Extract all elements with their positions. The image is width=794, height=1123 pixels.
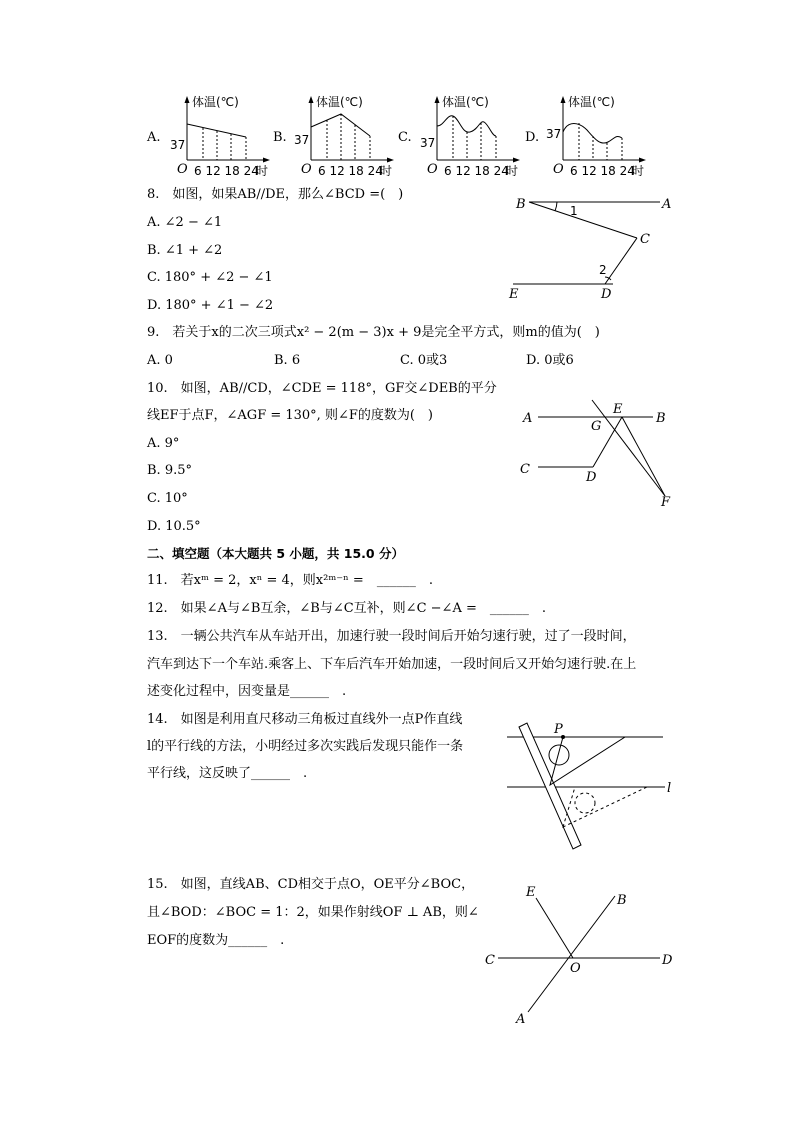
q15-line-2: 且∠BOD：∠BOC = 1：2，如果作射线OF ⊥ AB，则∠	[147, 905, 479, 920]
q8-option-a: A. ∠2 − ∠1	[147, 215, 223, 230]
x-axis-unit: 时	[256, 164, 269, 178]
section-2-heading: 二、填空题（本大题共 5 小题，共 15.0 分）	[147, 546, 404, 561]
point-c-label: C	[520, 462, 530, 477]
q13-line-1: 13. 一辆公共汽车从车站开出，加速行驶一段时间后开始匀速行驶，过了一段时间，	[147, 629, 636, 644]
q7-graph-d	[544, 92, 654, 182]
q10-option-a: A. 9°	[147, 436, 180, 451]
origin-label: O	[427, 162, 438, 177]
q7-graph-c	[418, 92, 528, 182]
q8-option-d: D. 180° + ∠1 − ∠2	[147, 298, 274, 313]
origin-label: O	[177, 162, 188, 177]
point-f-label: F	[661, 495, 671, 510]
q7-option-b-letter: B.	[273, 130, 287, 145]
x-axis-unit: 时	[506, 164, 519, 178]
point-c-label: C	[640, 232, 650, 247]
q14-line-2: l的平行线的方法，小明经过多次实践后发现只能作一条	[147, 739, 464, 754]
y-axis-label: 体温(℃)	[568, 95, 615, 109]
point-b-label: B	[516, 197, 526, 212]
q9-stem: 9. 若关于x的二次三项式x² − 2(m − 3)x + 9是完全平方式，则m的值为( )	[147, 325, 600, 340]
q15-line-3: EOF的度数为______ .	[147, 933, 285, 948]
point-c-label: C	[485, 953, 495, 968]
point-b-label: B	[656, 411, 666, 426]
q15-figure	[480, 880, 680, 1030]
q10-figure	[515, 398, 685, 513]
q8-option-b: B. ∠1 + ∠2	[147, 243, 223, 258]
angle-1-label: 1	[570, 204, 578, 218]
q7-option-c-letter: C.	[398, 130, 412, 145]
point-o-label: O	[570, 961, 581, 976]
ref-temp-label: 37	[294, 133, 310, 147]
q13-line-2: 汽车到达下一个车站.乘客上、下车后汽车开始加速，一段时间后又开始匀速行驶.在上	[147, 657, 637, 672]
y-axis-label: 体温(℃)	[316, 95, 363, 109]
q10-line-1: 10. 如图，AB//CD，∠CDE = 118°，GF交∠DEB的平分	[147, 381, 497, 396]
q10-option-b: B. 9.5°	[147, 463, 192, 478]
q7-graph-a	[168, 92, 278, 182]
point-g-label: G	[591, 419, 602, 434]
q12-text: 12. 如果∠A与∠B互余，∠B与∠C互补，则∠C −∠A = ______ .	[147, 601, 546, 616]
q7-graph-b	[292, 92, 402, 182]
q15-line-1: 15. 如图，直线AB、CD相交于点O，OE平分∠BOC，	[147, 877, 475, 892]
line-l-label: l	[667, 781, 672, 796]
point-e-label: E	[509, 287, 519, 302]
q9-option-c: C. 0或3	[400, 353, 448, 368]
ref-temp-label: 37	[546, 127, 562, 141]
point-e-label: E	[613, 402, 623, 417]
q9-option-a: A. 0	[147, 353, 173, 368]
point-d-label: D	[586, 470, 597, 485]
x-tick-labels: 6 12 18 24	[444, 164, 509, 178]
q8-figure	[505, 190, 685, 305]
x-tick-labels: 6 12 18 24	[318, 164, 383, 178]
x-tick-labels: 6 12 18 24	[194, 164, 259, 178]
x-axis-unit: 时	[380, 164, 393, 178]
q10-option-d: D. 10.5°	[147, 519, 201, 534]
q9-option-b: B. 6	[274, 353, 301, 368]
q10-line-2: 线EF于点F，∠AGF = 130°, 则∠F的度数为( )	[147, 408, 434, 423]
x-tick-labels: 6 12 18 24	[570, 164, 635, 178]
point-a-label: A	[662, 197, 672, 212]
point-p-label: P	[554, 722, 563, 737]
q7-option-d-letter: D.	[525, 130, 540, 145]
ref-temp-label: 37	[170, 138, 186, 152]
y-axis-label: 体温(℃)	[192, 95, 239, 109]
q8-stem: 8. 如图，如果AB//DE，那么∠BCD =( )	[147, 187, 404, 202]
q7-option-a-letter: A.	[147, 130, 161, 145]
origin-label: O	[553, 162, 564, 177]
q10-option-c: C. 10°	[147, 491, 188, 506]
q14-line-1: 14. 如图是利用直尺移动三角板过直线外一点P作直线	[147, 712, 463, 727]
point-b-label: B	[617, 893, 627, 908]
point-a-label: A	[516, 1012, 526, 1027]
point-e-label: E	[526, 885, 536, 900]
q13-line-3: 述变化过程中，因变量是______ .	[147, 684, 347, 699]
q8-option-c: C. 180° + ∠2 − ∠1	[147, 270, 273, 285]
origin-label: O	[301, 162, 312, 177]
ref-temp-label: 37	[420, 136, 436, 150]
x-axis-unit: 时	[632, 164, 645, 178]
q14-line-3: 平行线，这反映了______ .	[147, 766, 308, 781]
q14-figure	[505, 715, 685, 855]
y-axis-label: 体温(℃)	[442, 95, 489, 109]
point-d-label: D	[601, 287, 612, 302]
q11-text: 11. 若xᵐ = 2，xⁿ = 4，则x²ᵐ⁻ⁿ = ______ .	[147, 573, 433, 588]
q9-option-d: D. 0或6	[526, 353, 574, 368]
angle-2-label: 2	[599, 263, 607, 277]
point-d-label: D	[662, 953, 673, 968]
point-a-label: A	[523, 411, 533, 426]
